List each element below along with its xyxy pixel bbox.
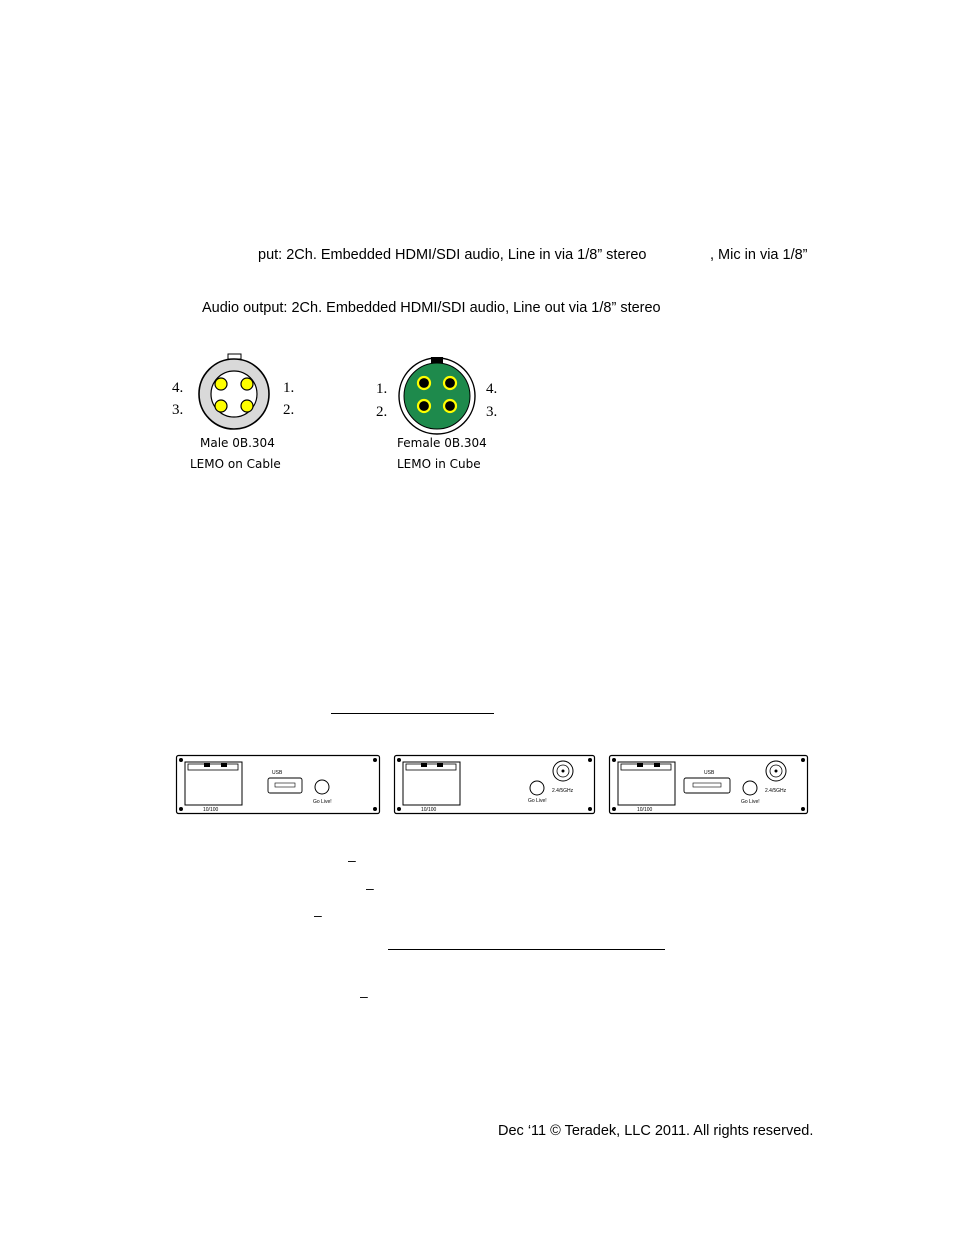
female-pin-label: 2.	[376, 404, 388, 420]
female-lemo-connector-icon	[397, 355, 477, 435]
male-pin-label: 3.	[172, 402, 184, 418]
underline-rule	[331, 713, 494, 714]
male-pin-label: 4.	[172, 380, 184, 396]
go-live-label: Go Live!	[528, 798, 547, 804]
page-footer: Dec ‘11 © Teradek, LLC 2011. All rights reserved.	[498, 1123, 814, 1139]
female-pin-label: 1.	[376, 381, 388, 397]
audio-input-line	[258, 247, 646, 263]
male-lemo-connector-icon	[194, 352, 274, 432]
audio-input-text: put: 2Ch. Embedded HDMI/SDI audio, Line in via 1/8” stereo	[258, 247, 647, 263]
go-live-label: Go Live!	[313, 799, 332, 805]
male-caption-line1: Male 0B.304	[200, 436, 275, 450]
female-caption-line2: LEMO in Cube	[397, 457, 481, 471]
audio-mic-text: , Mic in via 1/8”	[710, 247, 808, 263]
male-pin-label: 2.	[283, 402, 295, 418]
ethernet-label: 10/100	[203, 807, 219, 813]
ethernet-label: 10/100	[421, 807, 437, 813]
male-caption-line2: LEMO on Cable	[190, 457, 281, 471]
usb-label: USB	[704, 770, 715, 776]
usb-label: USB	[272, 770, 283, 776]
dash-mark: –	[314, 907, 322, 923]
dash-mark: –	[360, 988, 368, 1004]
female-pin-label: 4.	[486, 381, 498, 397]
dash-mark: –	[348, 852, 356, 868]
female-caption-line1: Female 0B.304	[397, 436, 487, 450]
device-panel-2	[394, 755, 596, 815]
antenna-label: 2.4/5GHz	[552, 788, 574, 794]
go-live-label: Go Live!	[741, 799, 760, 805]
female-pin-label: 3.	[486, 404, 498, 420]
male-pin-label: 1.	[283, 380, 295, 396]
audio-output-line: Audio output: 2Ch. Embedded HDMI/SDI audio, Line out via 1/8” stereo	[202, 300, 661, 316]
underline-rule	[388, 949, 665, 950]
dash-mark: –	[366, 880, 374, 896]
antenna-label: 2.4/5GHz	[765, 788, 787, 794]
ethernet-label: 10/100	[637, 807, 653, 813]
device-panel-1	[176, 755, 381, 815]
device-panel-3	[609, 755, 809, 815]
